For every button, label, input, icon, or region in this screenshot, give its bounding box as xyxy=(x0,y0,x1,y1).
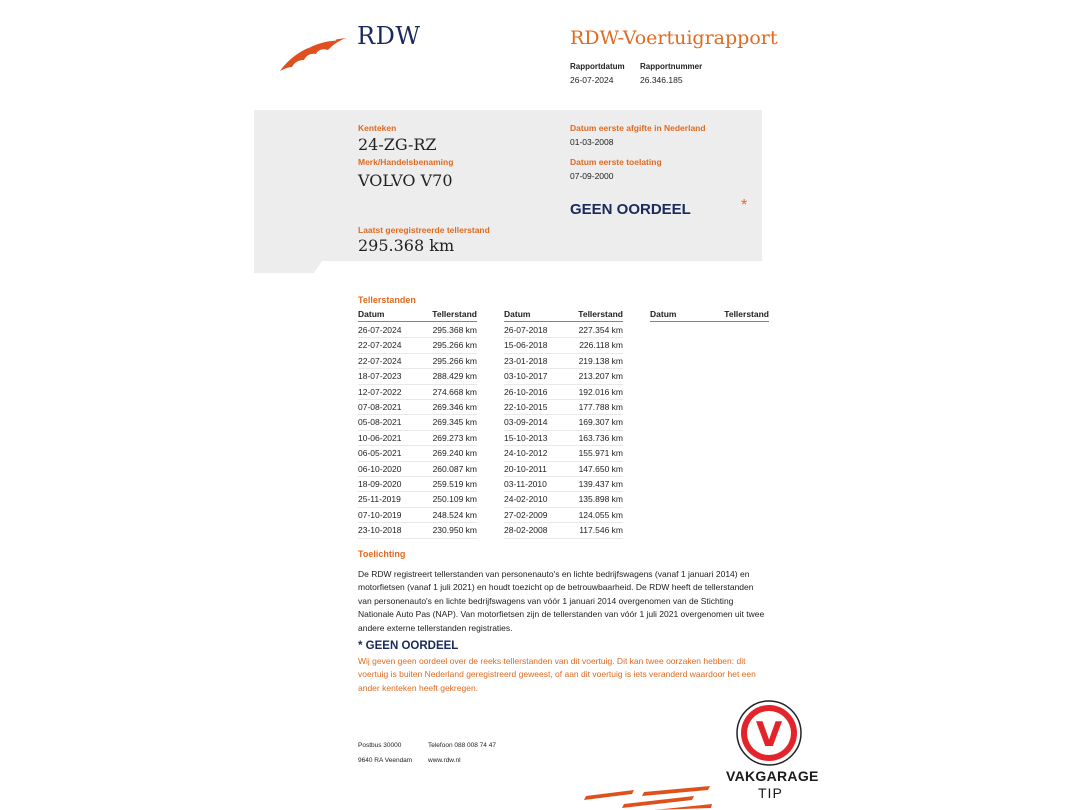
col3-value-header: Tellerstand xyxy=(724,309,769,319)
row-date: 22-07-2024 xyxy=(358,340,402,351)
table-row xyxy=(504,337,623,353)
verdict-asterisk: * xyxy=(741,197,748,214)
row-date: 06-05-2021 xyxy=(358,448,402,459)
column2-header xyxy=(504,309,623,322)
col2-value-header: Tellerstand xyxy=(578,309,623,319)
row-value: 288.429 km xyxy=(432,371,477,382)
row-date: 18-09-2020 xyxy=(358,479,402,489)
row-date: 28-02-2008 xyxy=(504,525,548,536)
kenteken-label: Kenteken xyxy=(358,123,397,133)
row-date: 05-08-2021 xyxy=(358,417,402,428)
row-value: 226.118 km xyxy=(579,340,623,351)
table-row xyxy=(504,414,623,430)
table-row xyxy=(504,491,623,507)
toelating-label: Datum eerste toelating xyxy=(570,157,662,167)
col1-date-header: Datum xyxy=(358,309,385,319)
row-date: 24-10-2012 xyxy=(504,448,548,459)
row-date: 18-07-2023 xyxy=(358,371,402,382)
row-value: 269.346 km xyxy=(432,402,477,412)
table-row xyxy=(504,522,623,538)
afgifte-label: Datum eerste afgifte in Nederland xyxy=(570,123,706,133)
row-value: 274.668 km xyxy=(432,386,477,397)
row-value: 213.207 km xyxy=(578,371,623,382)
row-value: 124.055 km xyxy=(578,509,623,520)
row-date: 03-11-2010 xyxy=(504,479,547,489)
row-date: 22-10-2015 xyxy=(504,402,548,412)
row-date: 03-09-2014 xyxy=(504,417,548,428)
row-date: 06-10-2020 xyxy=(358,463,402,474)
row-value: 192.016 km xyxy=(578,386,623,397)
row-value: 219.138 km xyxy=(578,355,623,366)
row-date: 22-07-2024 xyxy=(358,355,402,366)
vakgarage-word: VAKGARAGE xyxy=(726,768,819,784)
row-date: 12-07-2022 xyxy=(358,386,402,397)
geen-oordeel-title: * GEEN OORDEEL xyxy=(358,640,459,652)
table-row xyxy=(504,368,623,384)
table-row xyxy=(504,507,623,523)
footer-stripes-icon xyxy=(584,786,714,810)
table-row xyxy=(358,368,477,384)
row-value: 147.650 km xyxy=(578,463,623,474)
table-row xyxy=(504,353,623,369)
row-date: 10-06-2021 xyxy=(358,432,402,443)
vakgarage-tip: TIP xyxy=(758,785,783,801)
row-date: 26-10-2016 xyxy=(504,386,548,397)
afgifte-value: 01-03-2008 xyxy=(570,137,614,147)
toelating-value: 07-09-2000 xyxy=(570,171,614,181)
table-row xyxy=(504,322,623,338)
rdw-logo-icon xyxy=(278,34,348,74)
row-date: 26-07-2024 xyxy=(358,325,402,335)
table-row xyxy=(358,522,477,538)
row-date: 23-01-2018 xyxy=(504,355,548,366)
table-row xyxy=(358,337,477,353)
table-row xyxy=(358,476,477,492)
row-date: 27-02-2009 xyxy=(504,509,548,520)
row-value: 139.437 km xyxy=(578,479,623,489)
merk-label: Merk/Handelsbenaming xyxy=(358,157,454,167)
row-value: 295.266 km xyxy=(432,355,477,366)
kenteken-value: 24-ZG-RZ xyxy=(358,135,437,154)
teller-label: Laatst geregistreerde tellerstand xyxy=(358,225,490,235)
table-row xyxy=(504,384,623,400)
teller-value: 295.368 km xyxy=(358,236,455,255)
table-row xyxy=(504,399,623,415)
table-row xyxy=(504,461,623,477)
geen-oordeel-text: Wij geven geen oordeel over de reeks tellerstanden van dit voertuig. Dit kan twee oorzaken hebben: dit voertuig is buiten Nederland geregistreerd geweest, of aan dit voertuig is iets veranderd waardoor het een ander kenteken heeft gekregen. xyxy=(358,656,756,693)
rdw-logo-text: RDW xyxy=(357,22,421,50)
row-value: 250.109 km xyxy=(432,494,477,505)
table-row xyxy=(358,461,477,477)
table-row xyxy=(358,491,477,507)
row-value: 295.368 km xyxy=(432,325,477,335)
rapportnummer-value: 26.346.185 xyxy=(640,75,683,85)
table-row xyxy=(504,445,623,461)
badge-letter: V xyxy=(755,715,783,755)
row-date: 15-10-2013 xyxy=(504,432,548,443)
column3-header xyxy=(650,309,769,322)
row-value: 269.273 km xyxy=(432,432,477,443)
row-date: 24-02-2010 xyxy=(504,494,548,505)
row-value: 117.546 km xyxy=(579,525,623,536)
col2-date-header: Datum xyxy=(504,309,531,319)
table-row xyxy=(358,430,477,446)
table-row xyxy=(358,322,477,338)
col1-value-header: Tellerstand xyxy=(432,309,477,319)
vakgarage-badge-icon xyxy=(736,700,802,766)
rapportdatum-value: 26-07-2024 xyxy=(570,75,614,85)
row-value: 260.087 km xyxy=(432,463,477,474)
row-date: 07-08-2021 xyxy=(358,402,402,412)
row-value: 177.788 km xyxy=(578,402,623,412)
row-value: 248.524 km xyxy=(432,509,477,520)
footer-website: www.rdw.nl xyxy=(428,757,461,764)
row-value: 227.354 km xyxy=(578,325,623,335)
row-value: 155.971 km xyxy=(578,448,623,459)
rapportnummer-label: Rapportnummer xyxy=(640,62,703,71)
table-row xyxy=(358,384,477,400)
footer-postbus: Postbus 30000 xyxy=(358,742,402,749)
row-date: 03-10-2017 xyxy=(504,371,548,382)
row-date: 25-11-2019 xyxy=(358,494,401,505)
table-row xyxy=(504,476,623,492)
tellerstanden-title: Tellerstanden xyxy=(358,295,416,305)
toelichting-text: De RDW registreert tellerstanden van personenauto's en lichte bedrijfswagens (vanaf 1 januari 2014) en motorfietsen (vanaf 1 juli 2021) en houdt toezicht op de betrouwbaarheid. De RDW heeft de tellerstanden van personenauto's en lichte bedrijfswagens van vóór 1 januari 2014 overgenomen van de Stichting Nationale Auto Pas (NAP). Van motorfietsen zijn de tellerstanden van vóór 1 juli 2021 overgenomen uit twee andere externe tellerstanden registraties. xyxy=(358,569,765,633)
row-value: 135.898 km xyxy=(578,494,623,505)
table-row xyxy=(504,430,623,446)
row-value: 163.736 km xyxy=(578,432,623,443)
row-date: 07-10-2019 xyxy=(358,509,402,520)
footer-adres: 9640 RA Veendam xyxy=(358,757,413,764)
table-row xyxy=(358,414,477,430)
table-row xyxy=(358,507,477,523)
verdict-badge: GEEN OORDEEL xyxy=(570,201,691,218)
row-value: 295.266 km xyxy=(432,340,477,351)
row-value: 230.950 km xyxy=(432,525,477,536)
report-title: RDW-Voertuigrapport xyxy=(570,27,778,49)
table-row xyxy=(358,445,477,461)
merk-value: VOLVO V70 xyxy=(358,171,453,190)
col3-date-header: Datum xyxy=(650,309,677,319)
row-value: 269.240 km xyxy=(432,448,477,459)
row-date: 20-10-2011 xyxy=(504,463,547,474)
row-value: 169.307 km xyxy=(578,417,623,428)
row-value: 269.345 km xyxy=(432,417,477,428)
footer-telefoon: Telefoon 088 008 74 47 xyxy=(428,742,496,749)
row-date: 23-10-2018 xyxy=(358,525,402,536)
row-value: 259.519 km xyxy=(432,479,477,489)
rapportdatum-label: Rapportdatum xyxy=(570,62,625,71)
table-row xyxy=(358,353,477,369)
column1-header xyxy=(358,309,477,322)
row-date: 26-07-2018 xyxy=(504,325,548,335)
row-date: 15-06-2018 xyxy=(504,340,548,351)
table-row xyxy=(358,399,477,415)
panel-notch xyxy=(254,261,322,273)
toelichting-title: Toelichting xyxy=(358,549,406,559)
